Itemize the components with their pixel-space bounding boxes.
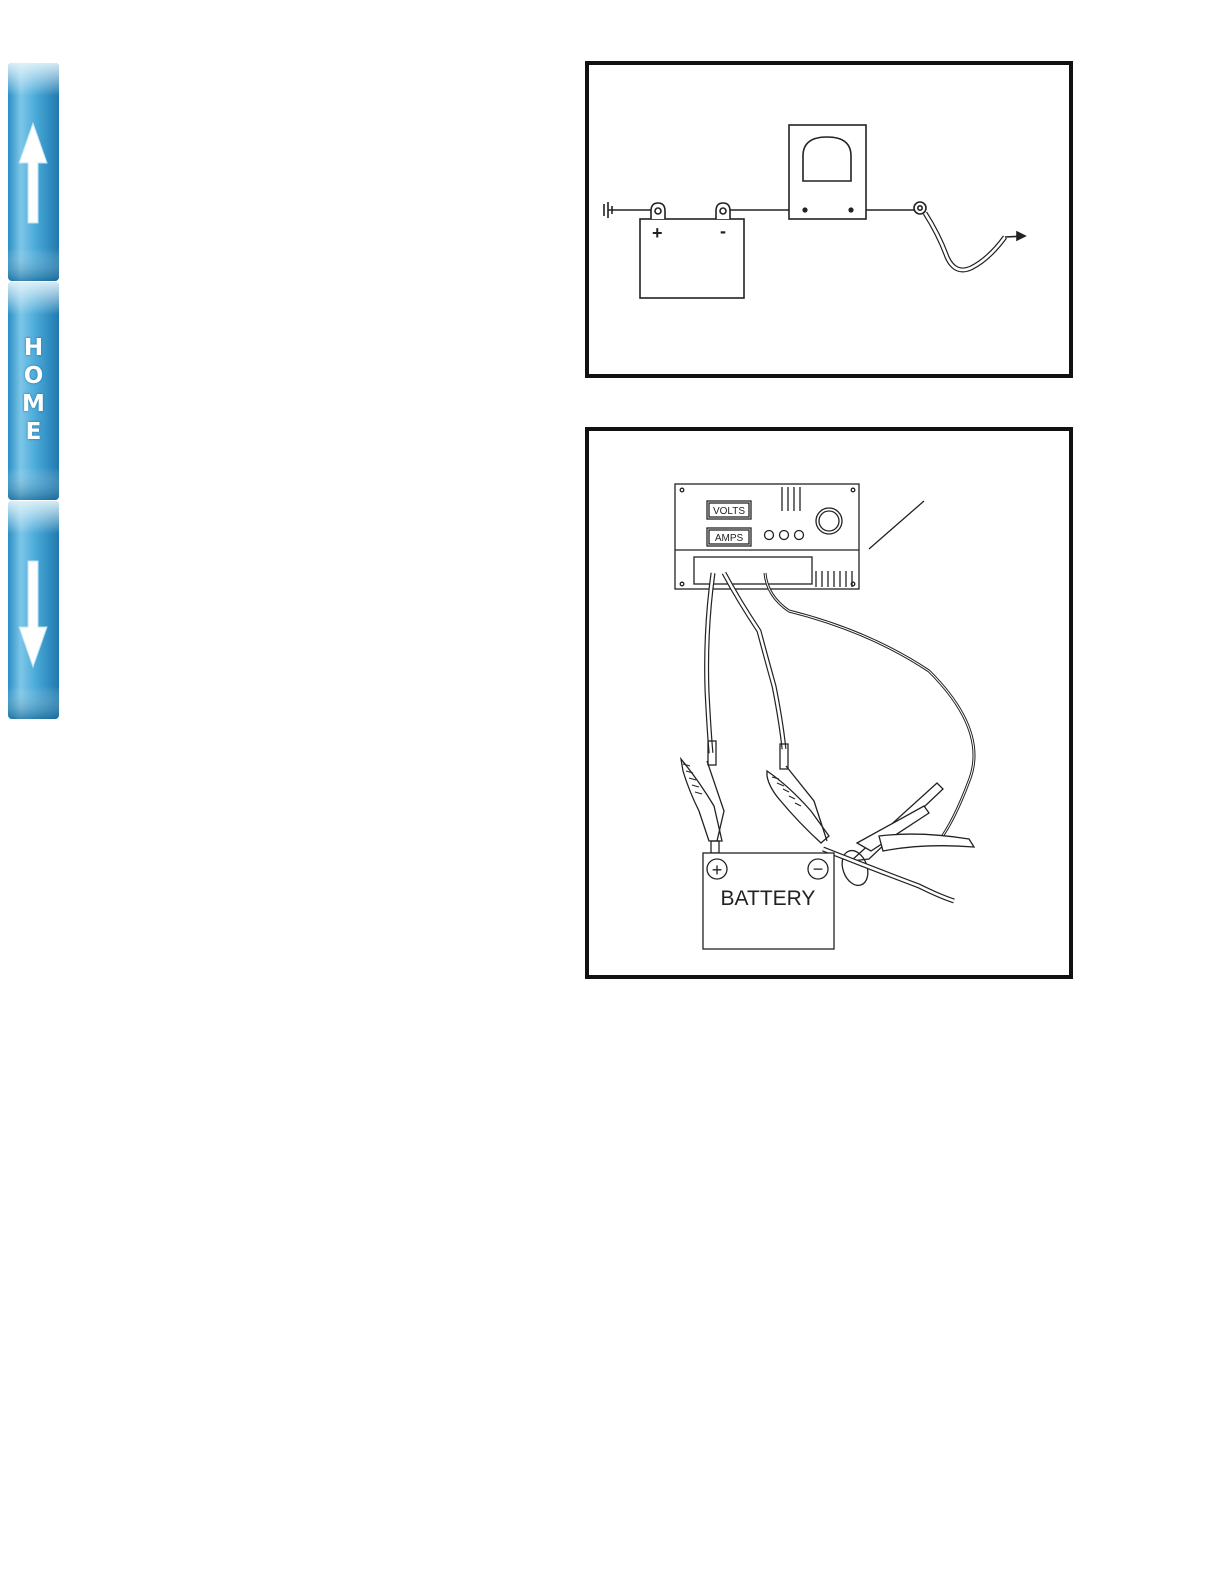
home-label — [8, 334, 59, 446]
battery-label: BATTERY — [720, 887, 816, 910]
home-letter: O — [23, 363, 44, 389]
volts-label: VOLTS — [712, 506, 746, 517]
battery-plus-label: + — [711, 860, 723, 880]
negative-terminal — [716, 203, 730, 219]
home-letter: M — [22, 391, 45, 417]
battery-minus-label: - — [720, 221, 726, 241]
nav-home-button[interactable] — [8, 282, 59, 500]
circuit-diagram — [589, 65, 1069, 374]
positive-terminal — [651, 203, 665, 219]
circuit-diagram-figure — [585, 61, 1073, 378]
cable-lug — [914, 202, 926, 214]
home-letter: E — [25, 419, 42, 445]
amps-label: AMPS — [714, 533, 744, 544]
ammeter-box — [789, 125, 866, 219]
battery-plus-label: + — [652, 223, 663, 243]
battery-cable — [925, 213, 1005, 270]
nav-down-button[interactable] — [8, 501, 59, 719]
callout-line — [869, 501, 924, 549]
tester-hookup-figure — [585, 427, 1073, 979]
home-letter: H — [23, 335, 44, 361]
arrow-up-icon — [8, 63, 59, 281]
tester-hookup-diagram — [589, 431, 1069, 975]
arrow-down-icon — [8, 501, 59, 719]
nav-up-button[interactable] — [8, 63, 59, 281]
tester-panel — [675, 484, 859, 589]
battery-minus-label: − — [812, 859, 824, 879]
arrow-icon — [1017, 232, 1025, 240]
